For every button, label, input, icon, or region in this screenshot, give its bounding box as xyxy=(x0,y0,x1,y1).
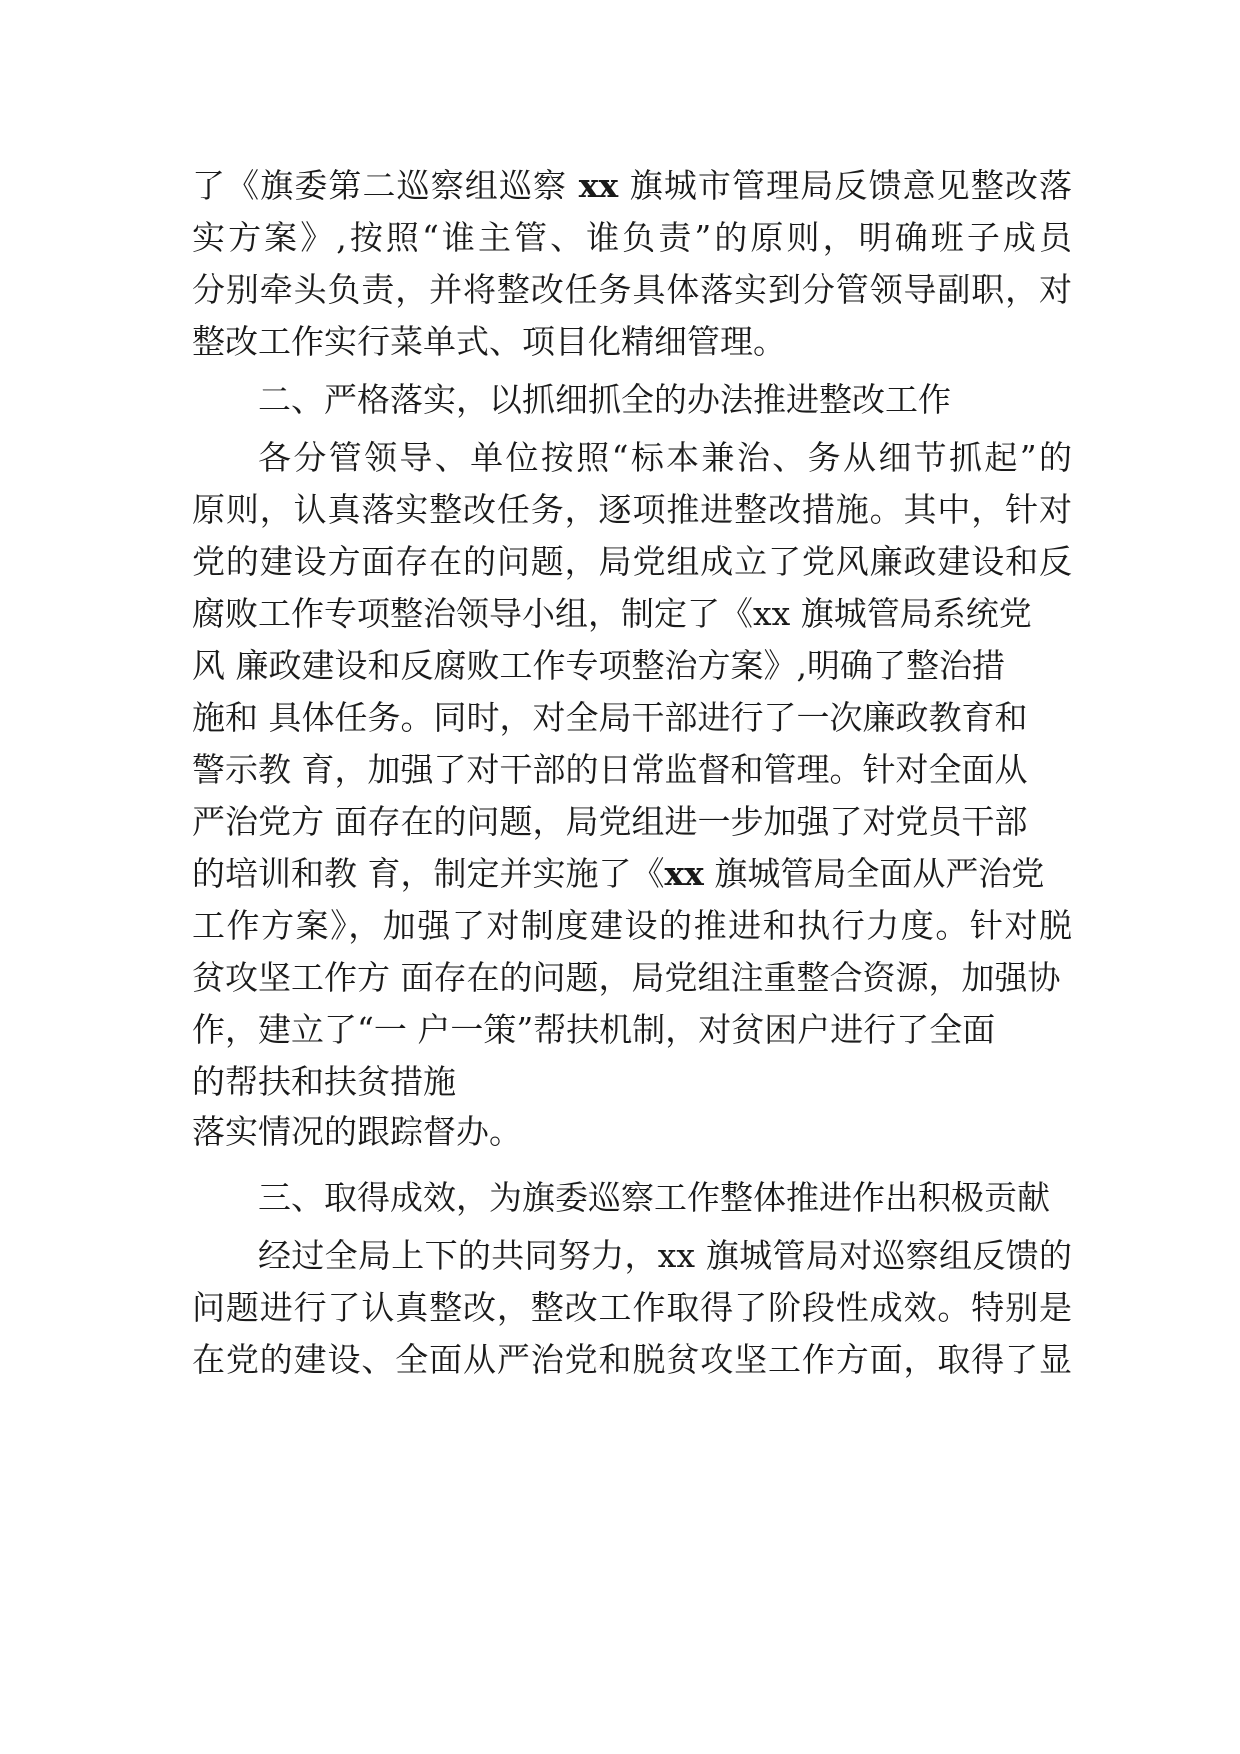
paragraph-3-line-1 xyxy=(258,1228,1072,1284)
paragraph-3-line-3 xyxy=(192,1332,1072,1388)
line-text: 警示教 育，加强了对干部的日常监督和管理。针对全面从 xyxy=(192,750,1028,789)
line-text: 分别牵头负责，并将整改任务具体落实到分管领导副职，对 xyxy=(192,270,1072,309)
paragraph-1-line-4 xyxy=(192,314,1072,370)
line-text: 经过全局上下的共同努力，xx 旗城管局对巡察组反馈的 xyxy=(258,1236,1072,1275)
paragraph-1-line-3 xyxy=(192,262,1072,318)
line-text: 腐败工作专项整治领导小组，制定了《xx 旗城管局系统党 xyxy=(192,594,1032,633)
paragraph-2-line-3 xyxy=(192,534,1072,590)
paragraph-2-line-9 xyxy=(192,846,1072,902)
paragraph-1-line-2 xyxy=(192,210,1072,266)
line-text: 施和 具体任务。同时，对全局干部进行了一次廉政教育和 xyxy=(192,698,1028,737)
line-text: 贫攻坚工作方 面存在的问题，局党组注重整合资源，加强协 xyxy=(192,958,1061,997)
paragraph-2-line-14 xyxy=(192,1104,1072,1160)
paragraph-2-line-13 xyxy=(192,1054,1072,1110)
line-text: 了《旗委第二巡察组巡察 xyxy=(192,166,579,205)
line-text: 的培训和教 育，制定并实施了《 xyxy=(192,854,665,893)
line-text: 实方案》,按照“谁主管、谁负责”的原则，明确班子成员 xyxy=(192,218,1072,257)
line-text: 各分管领导、单位按照“标本兼治、务从细节抓起”的 xyxy=(258,438,1072,477)
paragraph-2-line-1 xyxy=(258,430,1072,486)
paragraph-2-line-8 xyxy=(192,794,1072,850)
line-text: 作，建立了“一 户一策”帮扶机制，对贫困户进行了全面 xyxy=(192,1010,996,1049)
paragraph-3-line-2 xyxy=(192,1280,1072,1336)
paragraph-2-line-7 xyxy=(192,742,1072,798)
line-text: 旗城市管理局反馈意见整改落 xyxy=(618,166,1072,205)
line-text: 党的建设方面存在的问题，局党组成立了党风廉政建设和反 xyxy=(192,542,1072,581)
line-text: 在党的建设、全面从严治党和脱贫攻坚工作方面，取得了显 xyxy=(192,1340,1072,1379)
paragraph-2-line-10 xyxy=(192,898,1072,954)
paragraph-2-line-12 xyxy=(192,1002,1072,1058)
paragraph-2-line-2 xyxy=(192,482,1072,538)
paragraph-2-line-5 xyxy=(192,638,1072,694)
line-text-bold: xx xyxy=(578,166,619,205)
paragraph-2-line-4 xyxy=(192,586,1072,642)
line-text: 落实情况的跟踪督办。 xyxy=(192,1112,522,1151)
line-text-bold: xx xyxy=(664,854,704,893)
line-text: 整改工作实行菜单式、项目化精细管理。 xyxy=(192,322,786,361)
paragraph-2-line-11 xyxy=(192,950,1072,1006)
line-text: 严治党方 面存在的问题，局党组进一步加强了对党员干部 xyxy=(192,802,1028,841)
paragraph-2-line-6 xyxy=(192,690,1072,746)
line-text: 的帮扶和扶贫措施 xyxy=(192,1062,456,1101)
line-text: 工作方案》，加强了对制度建设的推进和执行力度。针对脱 xyxy=(192,906,1072,945)
paragraph-1-line-1 xyxy=(192,158,1072,214)
heading-text: 三、取得成效，为旗委巡察工作整体推进作出积极贡献 xyxy=(258,1178,1050,1217)
line-text: 旗城管局全面从严治党 xyxy=(703,854,1045,893)
section-heading-3 xyxy=(258,1170,1072,1226)
line-text: 风 廉政建设和反腐败工作专项整治方案》,明确了整治措 xyxy=(192,646,1005,685)
line-text: 原则，认真落实整改任务，逐项推进整改措施。其中，针对 xyxy=(192,490,1072,529)
section-heading-2 xyxy=(258,372,1072,428)
heading-text: 二、严格落实，以抓细抓全的办法推进整改工作 xyxy=(258,380,951,419)
line-text: 问题进行了认真整改，整改工作取得了阶段性成效。特别是 xyxy=(192,1288,1072,1327)
